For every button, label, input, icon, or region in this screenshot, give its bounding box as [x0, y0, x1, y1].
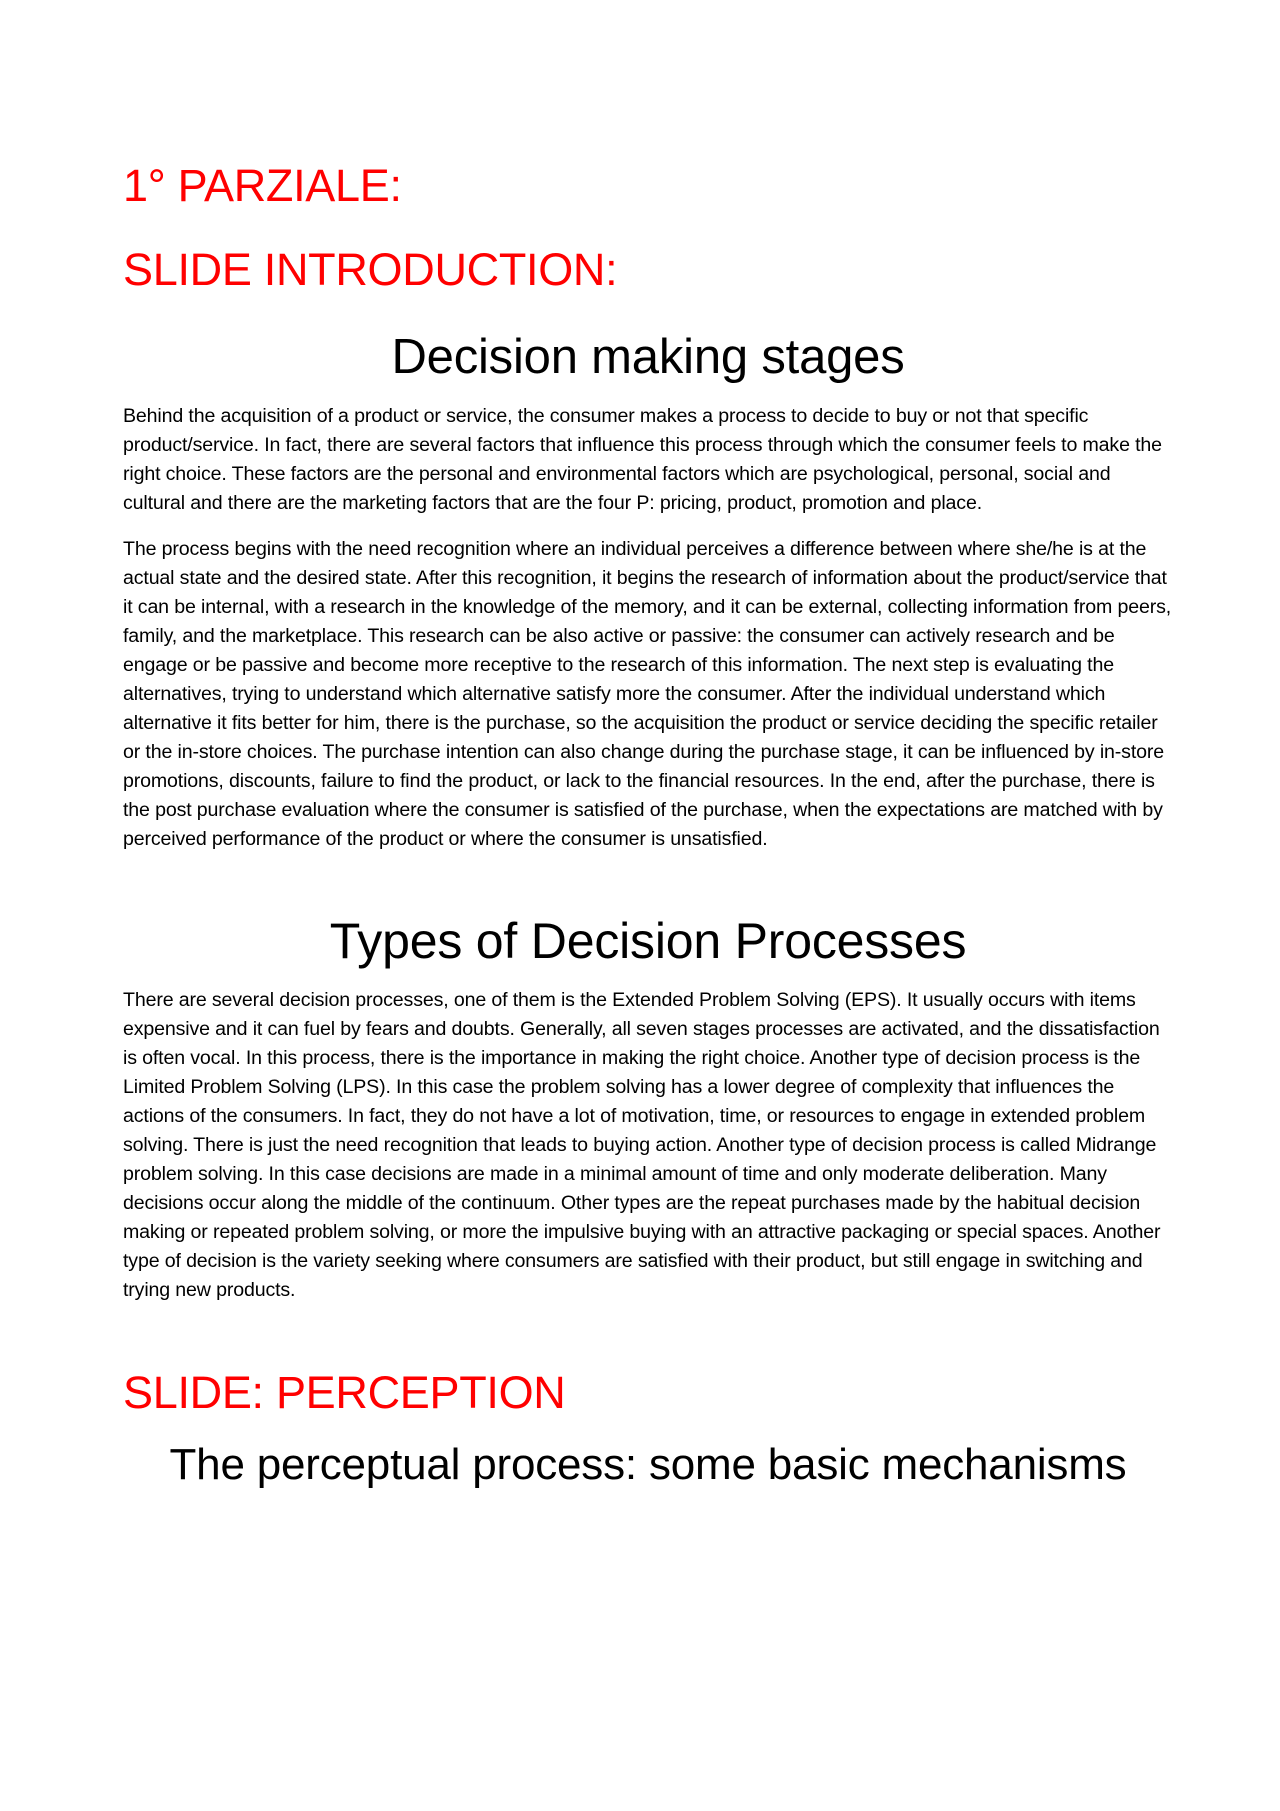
- section-title-decision-making-stages: Decision making stages: [391, 330, 905, 384]
- heading-slide-perception: SLIDE: PERCEPTION: [123, 1367, 566, 1418]
- paragraph: There are several decision processes, one of them is the Extended Problem Solving (EPS). It usually occurs with items expensive and it can fuel by fears and doubts. Generally, all seven stages processes are activated, and the dissatisfaction is often vocal. In this process, there is the importance in making the right choice. Another type of decision process is the Limited Problem Solving (LPS). In this case the problem solving has a lower degree of complexity that influences the actions of the consumers. In fact, they do not have a lot of motivation, time, or resources to engage in extended problem solving. There is just the need recognition that leads to buying action. Another type of decision process is called Midrange problem solving. In this case decisions are made in a minimal amount of time and only moderate deliberation. Many decisions occur along the middle of the continuum. Other types are the repeat purchases made by the habitual decision making or repeated problem solving, or more the impulsive buying with an attractive packaging or special spaces. Another type of decision is the variety seeking where consumers are satisfied with their product, but still engage in switching and trying new products.: [123, 989, 1161, 1301]
- paragraph: Behind the acquisition of a product or service, the consumer makes a process to decide to buy or not that specific product/service. In fact, there are several factors that influence this process through which the consumer feels to make the right choice. These factors are the personal and environmental factors which are psychological, personal, social and cultural and there are the marketing factors that are the four P: pricing, product, promotion and place.: [123, 405, 1162, 514]
- heading-slide-introduction: SLIDE INTRODUCTION:: [123, 244, 618, 295]
- section-title-types-of-decision-processes: Types of Decision Processes: [329, 913, 967, 969]
- section-title-perceptual-process: The perceptual process: some basic mechanisms: [169, 1440, 1127, 1489]
- heading-parziale: 1° PARZIALE:: [123, 160, 402, 211]
- paragraph: The process begins with the need recognition where an individual perceives a difference between where she/he is at the actual state and the desired state. After this recognition, it begins the research of information about the product/service that it can be internal, with a research in the knowledge of the memory, and it can be external, collecting information from peers, family, and the marketplace. This research can be also active or passive: the consumer can actively research and be engage or be passive and become more receptive to the research of this information. The next step is evaluating the alternatives, trying to understand which alternative satisfy more the consumer. After the individual understand which alternative it fits better for him, there is the purchase, so the acquisition the product or service deciding the specific retailer or the in-store choices. The purchase intention can also change during the purchase stage, it can be influenced by in-store promotions, discounts, failure to find the product, or lack to the financial resources. In the end, after the purchase, there is the post purchase evaluation where the consumer is satisfied of the purchase, when the expectations are matched with by perceived performance of the product or where the consumer is unsatisfied.: [123, 538, 1172, 850]
- document-content: [123, 160, 1173, 1507]
